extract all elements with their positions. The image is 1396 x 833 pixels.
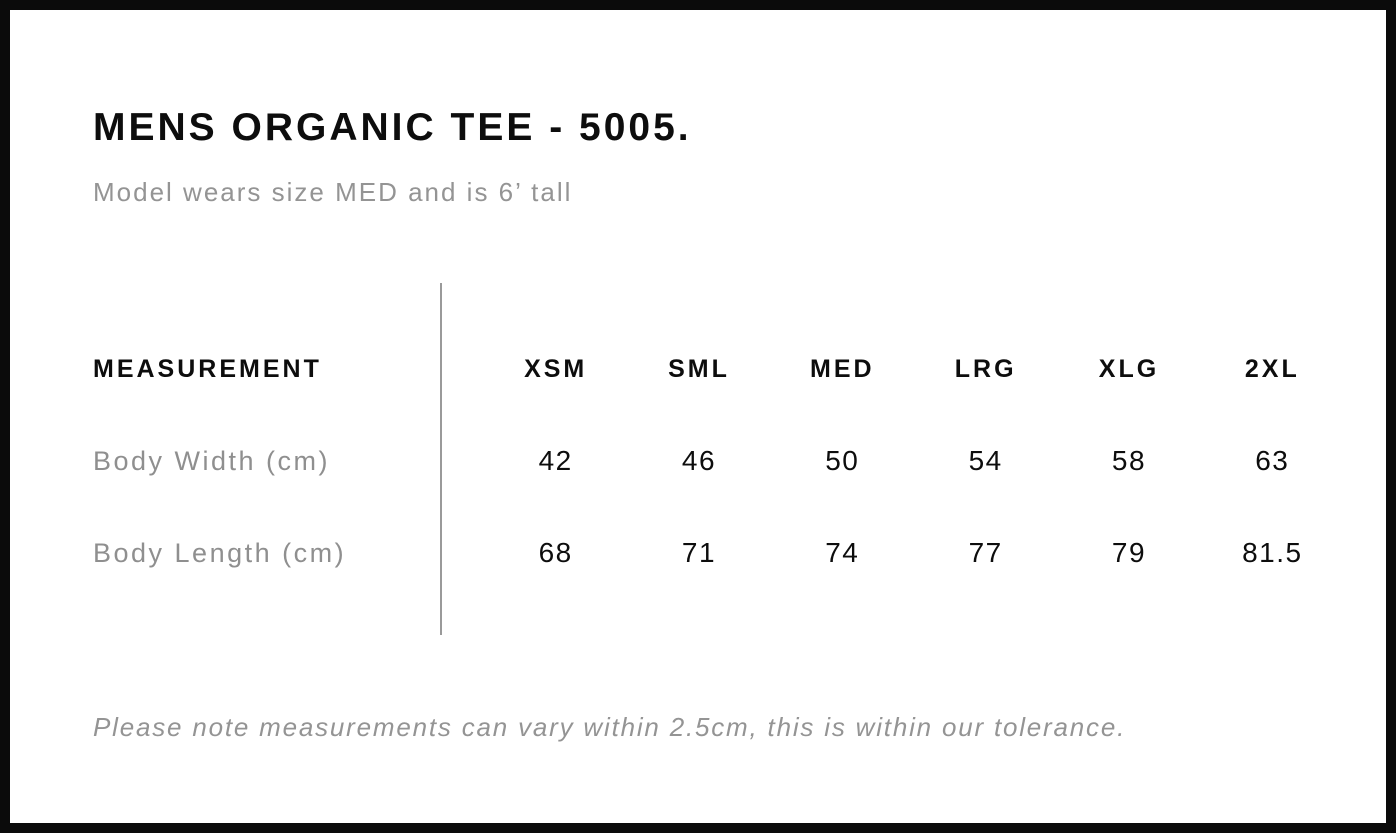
row-label-body-length: Body Length (cm) [93, 537, 347, 568]
body-width-med: 50 [825, 445, 860, 476]
body-width-lrg: 54 [968, 445, 1003, 476]
body-width-xlg: 58 [1111, 445, 1147, 476]
body-length-xsm: 68 [538, 537, 573, 568]
size-header-sml: SML [668, 354, 730, 383]
size-header-xlg: XLG [1098, 354, 1160, 383]
body-length-2xl: 81.5 [1242, 537, 1303, 568]
body-width-sml: 46 [681, 445, 717, 476]
row-values-body-width [440, 445, 1344, 477]
model-size-subtitle: Model wears size MED and is 6’ tall [93, 177, 573, 207]
size-header-lrg: LRG [954, 354, 1017, 383]
body-length-xlg: 79 [1111, 537, 1147, 568]
table-vertical-divider [440, 283, 442, 635]
size-header-med: MED [810, 354, 875, 383]
table-header-row [93, 323, 1344, 415]
body-width-2xl: 63 [1255, 445, 1290, 476]
sheet-content [10, 108, 1386, 743]
body-length-med: 74 [825, 537, 860, 568]
body-length-sml: 71 [681, 537, 717, 568]
body-length-lrg: 77 [968, 537, 1003, 568]
body-width-xsm: 42 [538, 445, 573, 476]
size-header-xsm: XSM [524, 354, 588, 383]
measurement-column-header: MEASUREMENT [93, 354, 322, 383]
tolerance-note: Please note measurements can vary within 2.5cm, this is within our tolerance. [93, 712, 1127, 742]
row-label-body-width: Body Width (cm) [93, 445, 331, 476]
table-row-body-width [93, 415, 1344, 507]
page-title: MENS ORGANIC TEE - 5005. [93, 106, 692, 149]
size-headers [440, 355, 1344, 384]
size-header-2xl: 2XL [1244, 354, 1300, 383]
row-values-body-length [440, 537, 1344, 569]
size-table [93, 283, 1344, 635]
table-row-body-length [93, 507, 1344, 599]
